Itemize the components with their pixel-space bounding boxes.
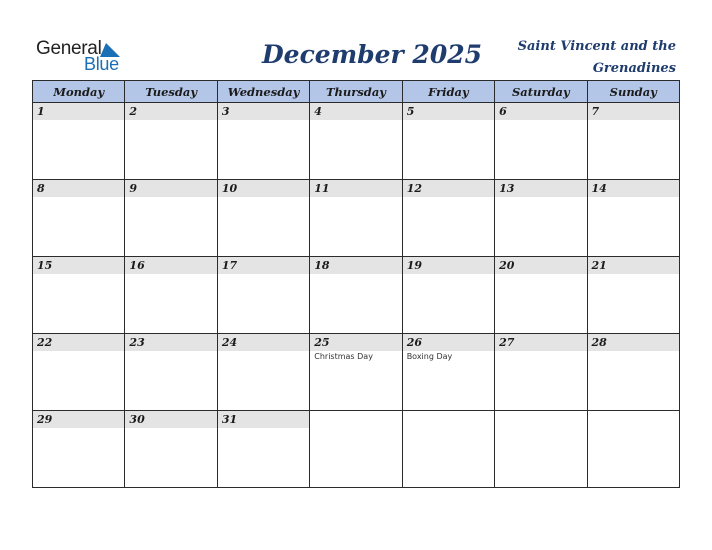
day-number: 5: [403, 103, 494, 120]
weekday-header-wednesday: Wednesday: [217, 81, 309, 103]
day-number: 18: [310, 257, 401, 274]
day-cell: [402, 180, 494, 257]
weekday-header-friday: Friday: [402, 81, 494, 103]
day-number: 20: [495, 257, 586, 274]
week-row: [33, 257, 680, 334]
day-number: [588, 411, 679, 428]
day-number: 30: [125, 411, 216, 428]
day-cell: [310, 411, 402, 488]
day-cell: [587, 411, 679, 488]
country-name: Saint Vincent and the Grenadines: [517, 39, 676, 76]
week-row: [33, 411, 680, 488]
day-number: 23: [125, 334, 216, 351]
day-cell: [33, 180, 125, 257]
day-number: [495, 411, 586, 428]
weekday-header-saturday: Saturday: [495, 81, 587, 103]
day-cell: [310, 257, 402, 334]
holiday-label: Christmas Day: [314, 352, 373, 361]
day-number: [403, 411, 494, 428]
day-number: 3: [218, 103, 309, 120]
day-cell: [125, 411, 217, 488]
day-number: 14: [588, 180, 679, 197]
day-number: 25: [310, 334, 401, 351]
logo: [36, 38, 136, 74]
day-cell: [217, 180, 309, 257]
weekday-header-tuesday: Tuesday: [125, 81, 217, 103]
page-title: December 2025: [262, 40, 483, 69]
day-number: 17: [218, 257, 309, 274]
day-cell: [587, 103, 679, 180]
logo-text-blue: Blue: [84, 54, 119, 74]
day-cell: [125, 334, 217, 411]
day-cell: [33, 334, 125, 411]
logo-text-general: General: [36, 38, 102, 59]
day-number: 4: [310, 103, 401, 120]
day-number: 9: [125, 180, 216, 197]
weekday-header-sunday: Sunday: [587, 81, 679, 103]
day-cell: [402, 103, 494, 180]
day-cell: [402, 257, 494, 334]
day-number: 11: [310, 180, 401, 197]
day-number: 24: [218, 334, 309, 351]
weekday-header-monday: Monday: [33, 81, 125, 103]
day-cell: [125, 103, 217, 180]
day-cell: [402, 411, 494, 488]
day-number: 13: [495, 180, 586, 197]
day-cell: [217, 103, 309, 180]
day-number: 12: [403, 180, 494, 197]
calendar-body: [33, 103, 680, 488]
day-cell: [217, 411, 309, 488]
week-row: [33, 103, 680, 180]
day-cell: [495, 411, 587, 488]
day-cell: [310, 334, 402, 411]
day-cell: [587, 257, 679, 334]
week-row: [33, 180, 680, 257]
day-number: 28: [588, 334, 679, 351]
day-cell: [33, 103, 125, 180]
day-cell: [587, 180, 679, 257]
day-cell: [125, 180, 217, 257]
day-number: 29: [33, 411, 124, 428]
day-number: 1: [33, 103, 124, 120]
day-cell: [495, 257, 587, 334]
day-cell: [33, 411, 125, 488]
day-number: [310, 411, 401, 428]
week-row: [33, 334, 680, 411]
day-cell: [125, 257, 217, 334]
day-number: 7: [588, 103, 679, 120]
day-number: 10: [218, 180, 309, 197]
day-number: 31: [218, 411, 309, 428]
day-cell: [495, 334, 587, 411]
holiday-label: Boxing Day: [406, 352, 453, 361]
day-cell: [217, 257, 309, 334]
day-number: 21: [588, 257, 679, 274]
day-number: 22: [33, 334, 124, 351]
day-number: 15: [33, 257, 124, 274]
day-number: 8: [33, 180, 124, 197]
day-cell: [495, 103, 587, 180]
day-number: 16: [125, 257, 216, 274]
weekday-header-thursday: Thursday: [310, 81, 402, 103]
day-cell: [33, 257, 125, 334]
day-number: 6: [495, 103, 586, 120]
day-number: 2: [125, 103, 216, 120]
day-cell: [587, 334, 679, 411]
day-cell: [217, 334, 309, 411]
weekday-header-row: [33, 81, 680, 103]
day-number: 26: [403, 334, 494, 351]
calendar-grid: [32, 80, 680, 488]
day-cell: [402, 334, 494, 411]
day-cell: [495, 180, 587, 257]
day-cell: [310, 180, 402, 257]
day-number: 19: [403, 257, 494, 274]
day-number: 27: [495, 334, 586, 351]
day-cell: [310, 103, 402, 180]
